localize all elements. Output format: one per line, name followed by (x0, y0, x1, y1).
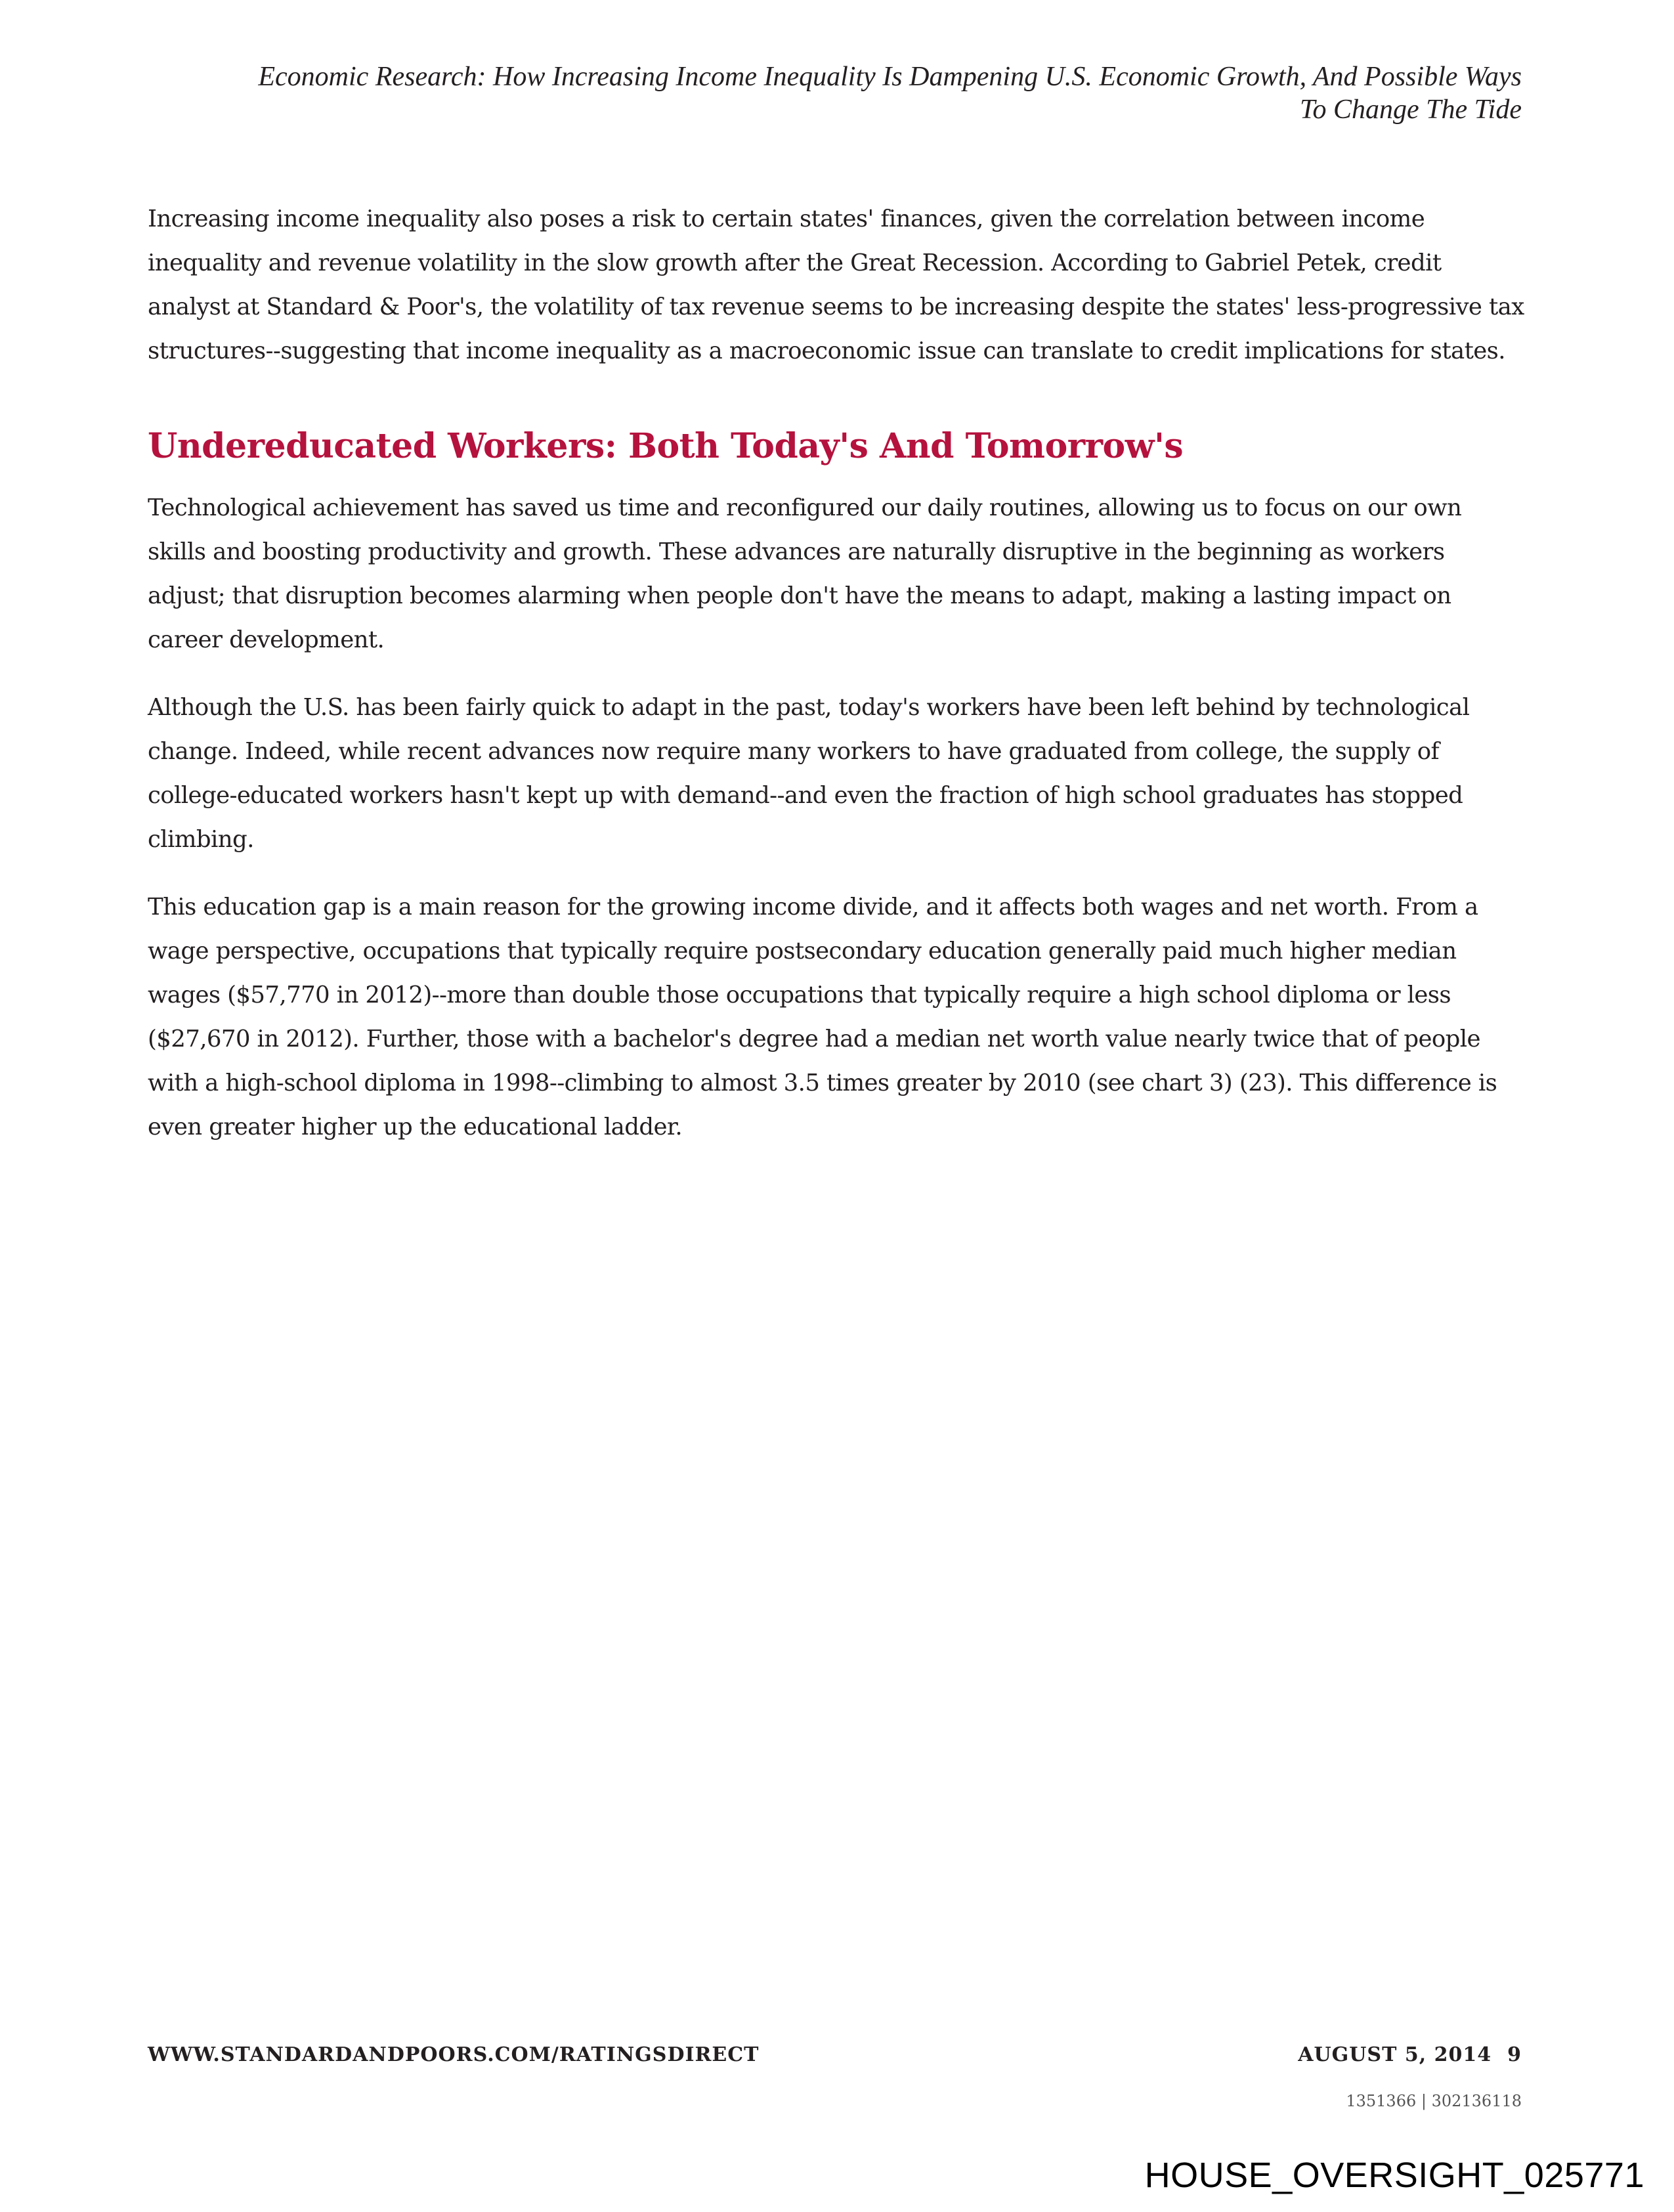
paragraph-state-finances (148, 197, 1533, 373)
paragraph-line: Technological achievement has saved us time and reconfigured our daily routines, allowing us to focus on our own (148, 494, 1462, 521)
paragraph-technological-achievement (148, 486, 1533, 662)
footer-date-page (1298, 2043, 1522, 2066)
paragraph-line: Although the U.S. has been fairly quick to adapt in the past, today's workers have been left behind by technological (148, 694, 1470, 721)
footer-url: WWW.STANDARDANDPOORS.COM/RATINGSDIRECT (148, 2043, 760, 2066)
paragraph-line: skills and boosting productivity and growth. These advances are naturally disruptive in the beginning as workers (148, 538, 1445, 565)
paragraph-workers-left-behind (148, 685, 1533, 861)
paragraph-line: even greater higher up the educational ladder. (148, 1114, 683, 1140)
paragraph-education-gap (148, 885, 1533, 1149)
paragraph-line: adjust; that disruption becomes alarming when people don't have the means to adapt, making a lasting impact on (148, 582, 1451, 609)
paragraph-line: wages ($57,770 in 2012)--more than double those occupations that typically require a high school diploma or less (148, 982, 1451, 1008)
paragraph-line: structures--suggesting that income inequality as a macroeconomic issue can translate to credit implications for states. (148, 337, 1505, 364)
bates-number: HOUSE_OVERSIGHT_025771 (1144, 2156, 1644, 2195)
running-header (131, 60, 1522, 126)
paragraph-line: inequality and revenue volatility in the slow growth after the Great Recession. According to Gabriel Petek, credit (148, 249, 1442, 276)
running-header-line-1: Economic Research: How Increasing Income Inequality Is Dampening U.S. Economic Growth, And Possible Ways (258, 62, 1522, 92)
paragraph-line: climbing. (148, 826, 254, 853)
paragraph-line: change. Indeed, while recent advances now require many workers to have graduated from college, the supply of (148, 738, 1440, 765)
footer-date: AUGUST 5, 2014 (1298, 2043, 1492, 2066)
paragraph-line: with a high-school diploma in 1998--climbing to almost 3.5 times greater by 2010 (see chart 3) (23). This difference is (148, 1070, 1497, 1096)
document-ids: 1351366 | 302136118 (1346, 2092, 1522, 2110)
main-content (148, 197, 1533, 1173)
paragraph-line: This education gap is a main reason for the growing income divide, and it affects both wages and net worth. From a (148, 894, 1478, 921)
paragraph-line: analyst at Standard & Poor's, the volatility of tax revenue seems to be increasing despite the states' less-progressive tax (148, 293, 1524, 320)
section-heading: Undereducated Workers: Both Today's And Tomorrow's (148, 426, 1184, 466)
paragraph-line: ($27,670 in 2012). Further, those with a bachelor's degree had a median net worth value nearly twice that of people (148, 1026, 1480, 1052)
paragraph-line: wage perspective, occupations that typically require postsecondary education generally paid much higher median (148, 938, 1457, 965)
running-header-line-2: To Change The Tide (1299, 95, 1522, 125)
page-number: 9 (1507, 2043, 1522, 2066)
paragraph-line: Increasing income inequality also poses a risk to certain states' finances, given the correlation between income (148, 206, 1425, 232)
paragraph-line: career development. (148, 626, 385, 653)
paragraph-line: college-educated workers hasn't kept up with demand--and even the fraction of high school graduates has stopped (148, 782, 1463, 809)
